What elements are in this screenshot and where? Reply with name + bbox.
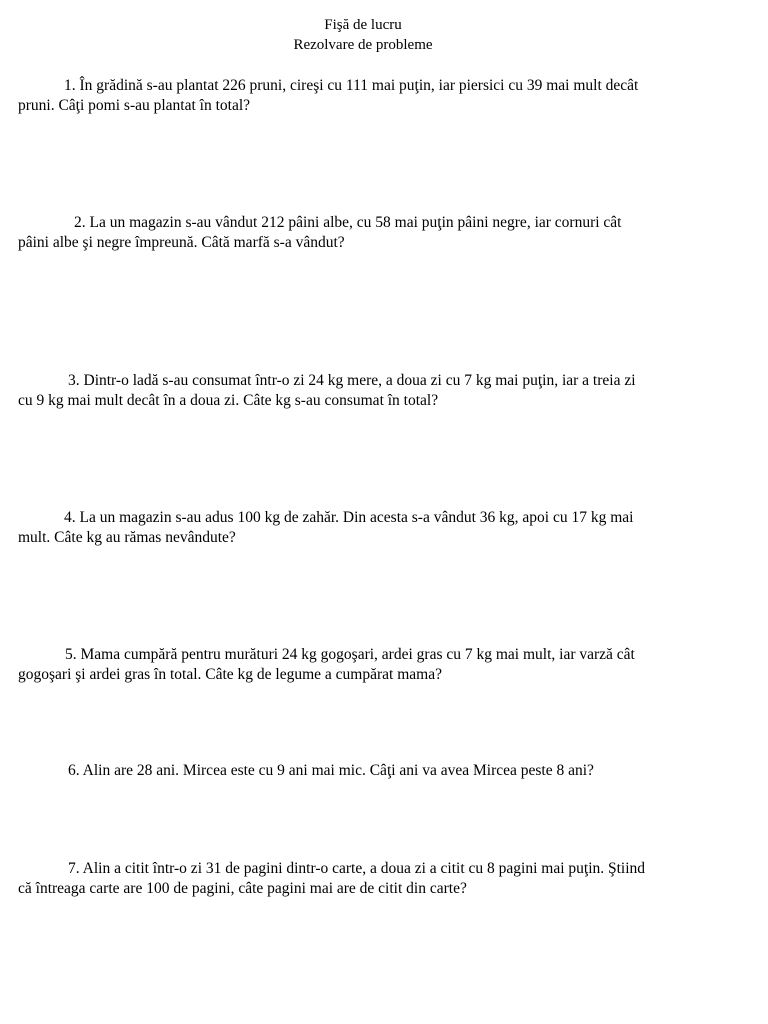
problem-2-line-1: 2. La un magazin s-au vândut 212 pâini albe, cu 58 mai puţin pâini negre, iar cornuri cât [74,214,622,231]
problem-6-line-1: 6. Alin are 28 ani. Mircea este cu 9 ani mai mic. Câţi ani va avea Mircea peste 8 ani? [68,762,594,779]
problem-2-line-2: pâini albe şi negre împreună. Câtă marfă s-a vândut? [18,234,345,251]
problem-5-line-2: gogoşari şi ardei gras în total. Câte kg de legume a cumpărat mama? [18,666,442,683]
problem-3-line-2: cu 9 kg mai mult decât în a doua zi. Câte kg s-au consumat în total? [18,392,439,409]
page-subtitle: Rezolvare de probleme [293,37,433,53]
problem-1-line-2: pruni. Câţi pomi s-au plantat în total? [18,97,251,114]
problem-4-line-1: 4. La un magazin s-au adus 100 kg de zahăr. Din acesta s-a vândut 36 kg, apoi cu 17 kg mai [64,509,634,526]
problem-7 [18,859,738,899]
problem-4-line-2: mult. Câte kg au rămas nevândute? [18,529,236,546]
problem-6 [18,761,738,781]
problem-3 [18,371,738,411]
problem-7-line-1: 7. Alin a citit într-o zi 31 de pagini dintr-o carte, a doua zi a citit cu 8 pagini mai puţin. Ştiind [68,860,646,877]
page-title: Fişă de lucru [324,17,402,33]
problem-5-line-1: 5. Mama cumpără pentru murături 24 kg gogoşari, ardei gras cu 7 kg mai mult, iar varză cât [65,646,635,663]
problem-2 [18,213,738,253]
problem-1-line-1: 1. În grădină s-au plantat 226 pruni, cireşi cu 111 mai puţin, iar piersici cu 39 mai mult decât [64,77,639,94]
problem-3-line-1: 3. Dintr-o ladă s-au consumat într-o zi 24 kg mere, a doua zi cu 7 kg mai puţin, iar a treia zi [68,372,636,389]
problem-5 [18,645,738,685]
problem-4 [18,508,738,548]
problem-1 [18,76,738,116]
problem-7-line-2: că întreaga carte are 100 de pagini, câte pagini mai are de citit din carte? [18,880,467,897]
